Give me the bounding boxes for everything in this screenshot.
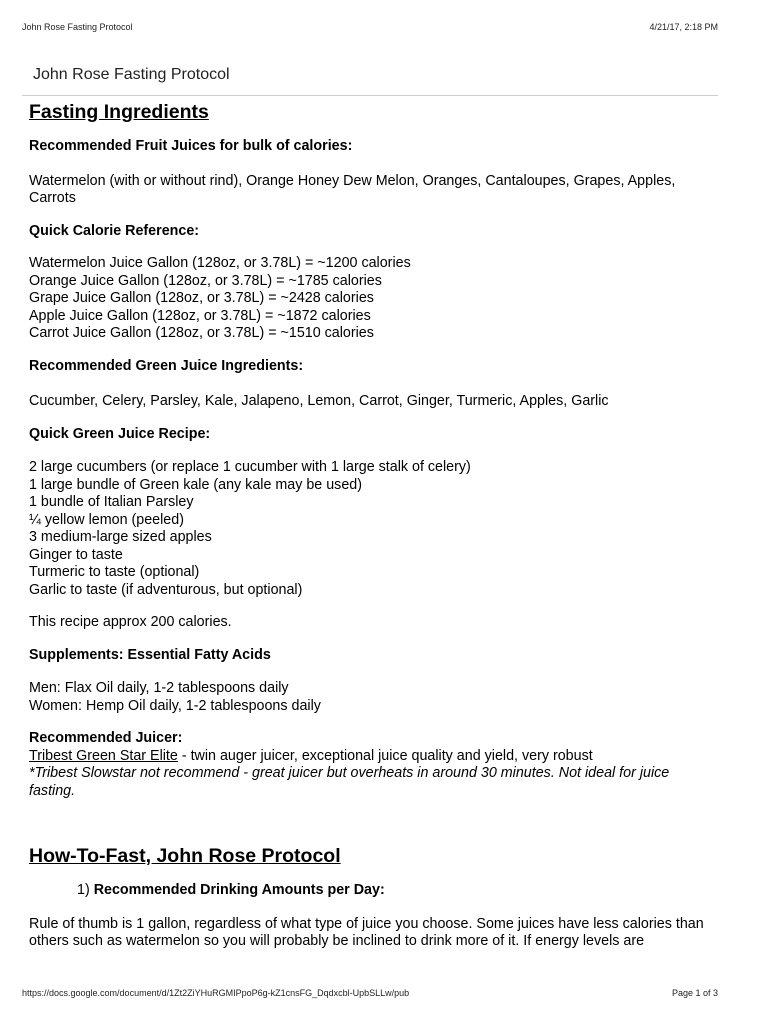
recipe-line: 3 medium-large sized apples [29,529,212,545]
green-recipe-label: Quick Green Juice Recipe: [29,425,211,442]
recipe-line: Turmeric to taste (optional) [29,564,200,580]
footer-url: https://docs.google.com/document/d/1Zt2ZiYHuRGMIPpoP6g-kZ1cnsFG_Dqdxcbl-UpbSLLw/pub [22,988,410,998]
fruit-juices-text: Watermelon (with or without rind), Orange Honey Dew Melon, Oranges, Cantaloupes, Grapes, Apples, Carrots [29,172,676,206]
juicer-label: Recommended Juicer: [29,730,183,746]
recipe-line: ¼ yellow lemon (peeled) [29,511,184,528]
print-header-title: John Rose Fasting Protocol [22,22,133,32]
print-header [22,22,718,32]
recipe-line: Ginger to taste [29,546,123,563]
print-header-timestamp: 4/21/17, 2:18 PM [649,22,718,32]
recipe-line: Garlic to taste (if adventurous, but optional) [29,581,303,598]
item-1-heading [29,882,719,900]
supplement-line: Men: Flax Oil daily, 1-2 tablespoons daily [29,680,289,696]
calorie-line: Apple Juice Gallon (128oz, or 3.78L) = ~1872 calories [29,307,371,324]
heading-how-to-fast: How-To-Fast, John Rose Protocol [29,845,341,867]
supplement-line: Women: Hemp Oil daily, 1-2 tablespoons daily [29,697,321,714]
juicer-link[interactable]: Tribest Green Star Elite [29,747,178,764]
green-ingredients-label: Recommended Green Juice Ingredients: [29,357,304,374]
calorie-reference-list [29,255,719,343]
recipe-line: 1 large bundle of Green kale (any kale may be used) [29,476,362,493]
calorie-reference-label: Quick Calorie Reference: [29,222,200,239]
recipe-line: 2 large cucumbers (or replace 1 cucumber with 1 large stalk of celery) [29,459,471,475]
supplements-list [29,680,719,715]
item-1-label: Recommended Drinking Amounts per Day: [93,882,385,898]
document-title: John Rose Fasting Protocol [33,66,230,83]
item-1-number: 1) [77,882,94,898]
calorie-line: Watermelon Juice Gallon (128oz, or 3.78L) = ~1200 calories [29,255,411,271]
heading-fasting-ingredients: Fasting Ingredients [29,101,209,123]
juicer-note: *Tribest Slowstar not recommend - great juicer but overheats in around 30 minutes. Not ideal for juice fasting. [29,765,670,799]
fruit-juices-label: Recommended Fruit Juices for bulk of calories: [29,138,353,154]
juicer-description: - twin auger juicer, exceptional juice quality and yield, very robust [177,747,593,764]
print-footer [22,988,718,998]
green-recipe-list [29,459,719,599]
footer-page-number: Page 1 of 3 [671,988,718,998]
juicer-line [29,748,719,766]
calorie-line: Orange Juice Gallon (128oz, or 3.78L) = ~1785 calories [29,272,382,289]
calorie-line: Carrot Juice Gallon (128oz, or 3.78L) = ~1510 calories [29,325,374,341]
calorie-line: Grape Juice Gallon (128oz, or 3.78L) = ~2428 calories [29,290,374,306]
green-ingredients-text: Cucumber, Celery, Parsley, Kale, Jalapeno, Lemon, Carrot, Ginger, Turmeric, Apples, Garlic [29,393,609,409]
recipe-line: 1 bundle of Italian Parsley [29,494,194,510]
recipe-calories-note: This recipe approx 200 calories. [29,614,232,630]
item-1-text: Rule of thumb is 1 gallon, regardless of what type of juice you choose. Some juices have less calories than others such as watermelon so you will probably be inclined to drink more of it. If energy levels are [29,915,704,949]
supplements-label: Supplements: Essential Fatty Acids [29,646,271,663]
title-divider [22,95,718,96]
document-body [29,100,719,951]
